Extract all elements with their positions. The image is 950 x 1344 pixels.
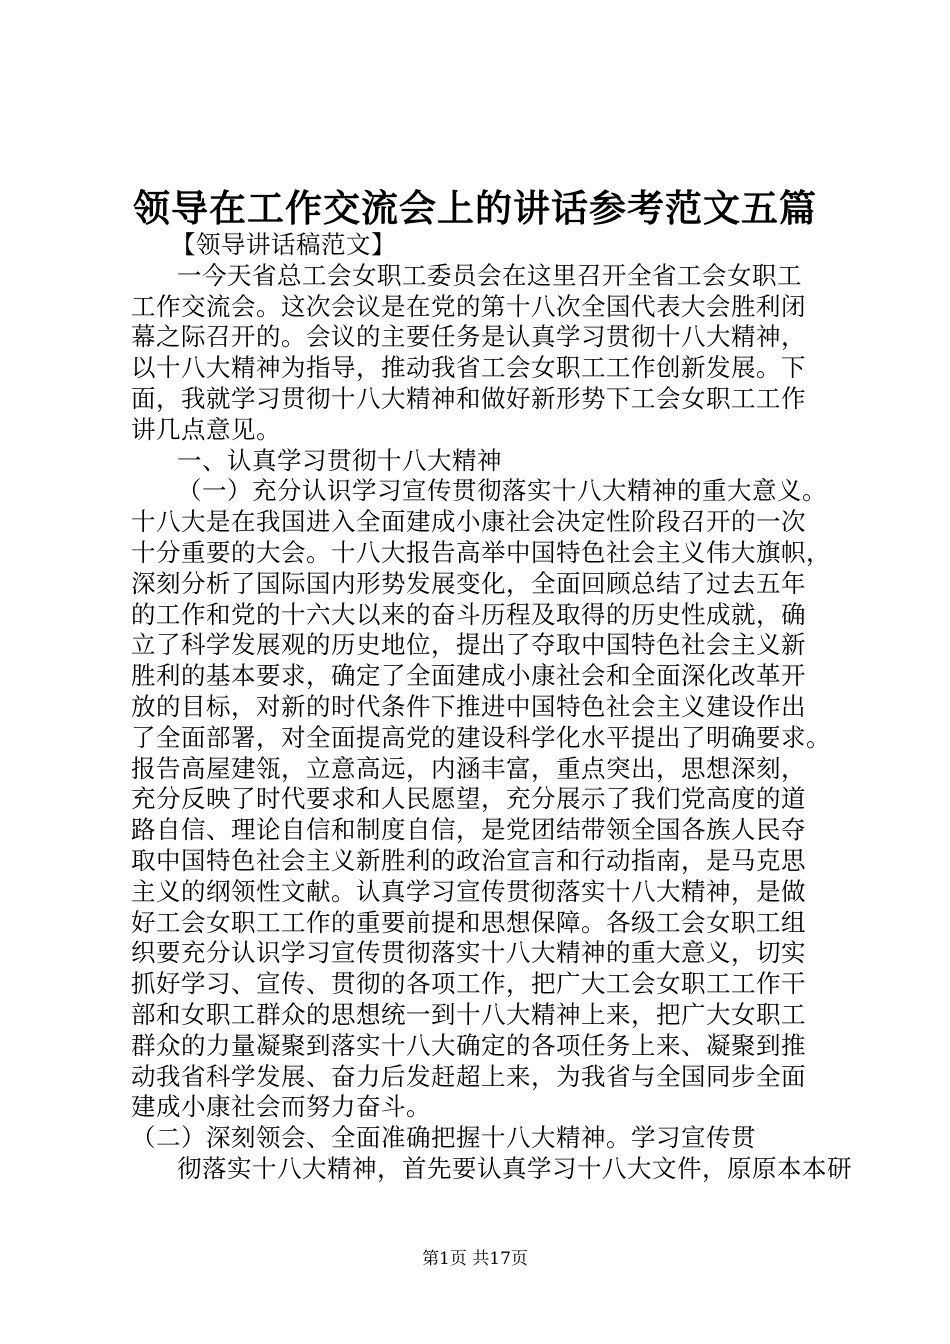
paragraph-line: （一）充分认识学习宣传贯彻落实十八大精神的重大意义。	[177, 476, 827, 506]
paragraph-line: 抓好学习、宣传、贯彻的各项工作，把广大工会女职工工作干	[131, 969, 806, 999]
document-body	[131, 230, 852, 1185]
paragraph-line: 工作交流会。这次会议是在党的第十八次全国代表大会胜利闭	[131, 291, 806, 321]
paragraph-line: 动我省科学发展、奋力后发赶超上来，为我省与全国同步全面	[131, 1061, 806, 1091]
paragraph-line: 充分反映了时代要求和人民愿望，充分展示了我们党高度的道	[131, 784, 806, 814]
paragraph-line: 立了科学发展观的历史地位，提出了夺取中国特色社会主义新	[131, 630, 806, 660]
paragraph-line: 的工作和党的十六大以来的奋斗历程及取得的历史性成就，确	[131, 599, 806, 629]
section-tag: 【领导讲话稿范文】	[171, 230, 396, 259]
section-heading: 一、认真学习贯彻十八大精神	[177, 445, 502, 475]
paragraph-line: 好工会女职工工作的重要前提和思想保障。各级工会女职工组	[131, 907, 806, 937]
paragraph-line: 主义的纲领性文献。认真学习宣传贯彻落实十八大精神，是做	[131, 876, 806, 906]
document-title: 领导在工作交流会上的讲话参考范文五篇	[133, 186, 817, 230]
paragraph-line: 胜利的基本要求，确定了全面建成小康社会和全面深化改革开	[131, 661, 806, 691]
paragraph-line: 放的目标，对新的时代条件下推进中国特色社会主义建设作出	[131, 691, 806, 721]
page-number-footer: 第1页 共17页	[422, 1249, 528, 1269]
paragraph-line: 深刻分析了国际国内形势发展变化，全面回顾总结了过去五年	[131, 568, 806, 598]
paragraph-line: 了全面部署，对全面提高党的建设科学化水平提出了明确要求。	[131, 722, 831, 752]
paragraph-line: 讲几点意见。	[131, 414, 281, 444]
paragraph-line: 部和女职工群众的思想统一到十八大精神上来，把广大女职工	[131, 999, 806, 1029]
paragraph-line: 一今天省总工会女职工委员会在这里召开全省工会女职工	[177, 260, 802, 290]
paragraph-line: 幕之际召开的。会议的主要任务是认真学习贯彻十八大精神，	[131, 322, 806, 352]
paragraph-line: 面，我就学习贯彻十八大精神和做好新形势下工会女职工工作	[131, 383, 806, 413]
paragraph-line: 取中国特色社会主义新胜利的政治宣言和行动指南，是马克思	[131, 845, 806, 875]
paragraph-line: 建成小康社会而努力奋斗。	[131, 1092, 431, 1122]
paragraph-line: 路自信、理论自信和制度自信，是党团结带领全国各族人民夺	[131, 815, 806, 845]
paragraph-line: 十分重要的大会。十八大报告高举中国特色社会主义伟大旗帜，	[131, 537, 831, 567]
paragraph-line: 彻落实十八大精神，首先要认真学习十八大文件，原原本本研	[177, 1153, 852, 1183]
paragraph-line: 以十八大精神为指导，推动我省工会女职工工作创新发展。下	[131, 353, 806, 383]
paragraph-line: 群众的力量凝聚到落实十八大确定的各项任务上来、凝聚到推	[131, 1030, 806, 1060]
paragraph-line: 织要充分认识学习宣传贯彻落实十八大精神的重大意义，切实	[131, 938, 806, 968]
paragraph-line: 报告高屋建瓴，立意高远，内涵丰富，重点突出，思想深刻，	[131, 753, 806, 783]
paragraph-line: 十八大是在我国进入全面建成小康社会决定性阶段召开的一次	[131, 507, 806, 537]
paragraph-line: （二）深刻领会、全面准确把握十八大精神。学习宣传贯	[131, 1123, 756, 1153]
